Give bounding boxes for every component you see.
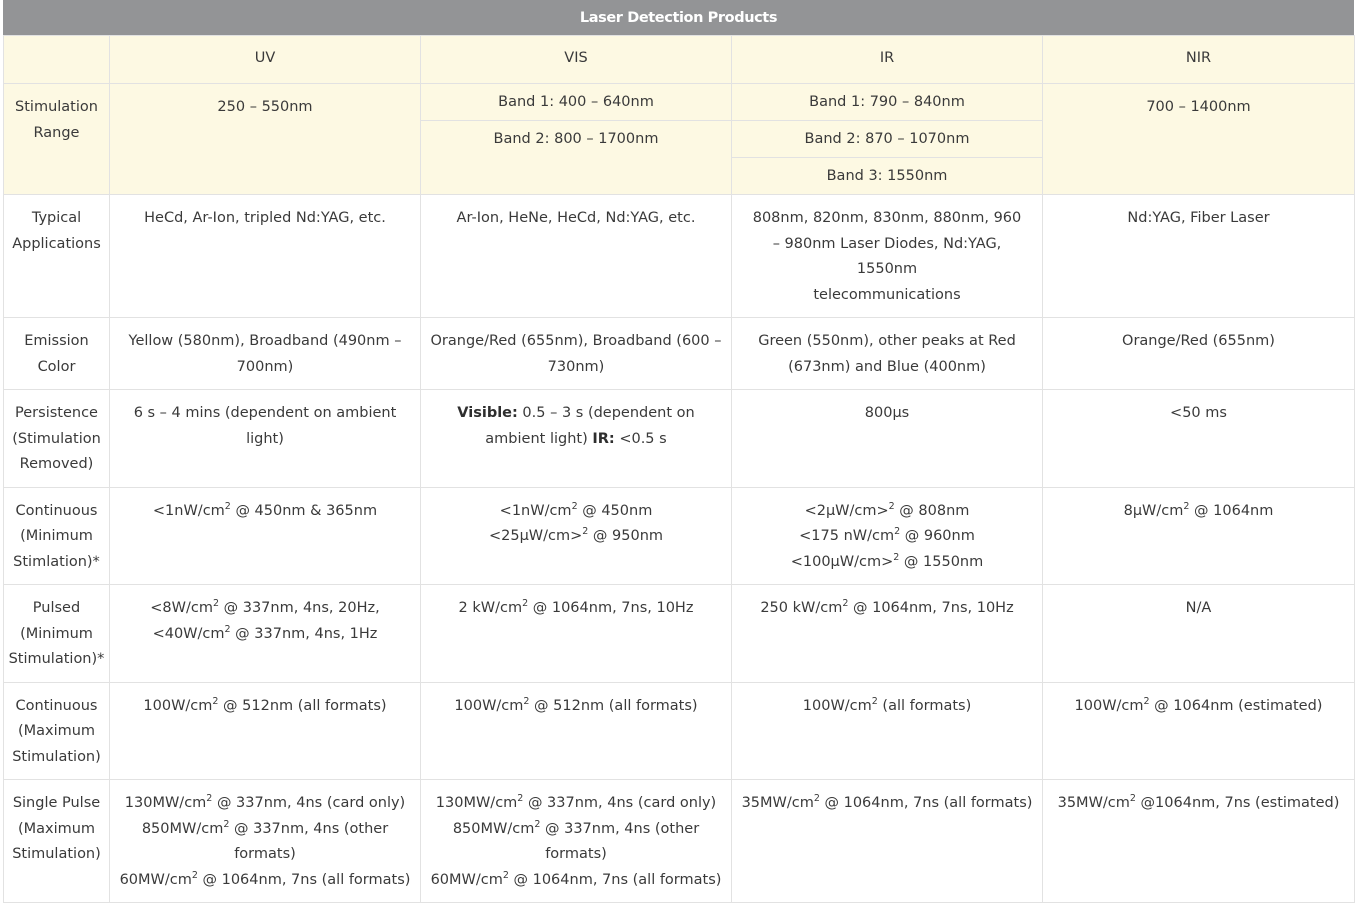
row-label: Emission Color [4,318,110,390]
row-label: Continuous (Maximum Stimulation) [4,682,110,780]
cell-ir: 800µs [732,390,1043,488]
cell-nir: Nd:YAG, Fiber Laser [1043,195,1355,318]
value-line: 2 $kW/cm^2$ @ 1064nm, 7ns, 10Hz [458,598,694,616]
cell-nir [1043,780,1355,903]
cell-uv [110,487,421,585]
ir-applications-text: 808nm, 820nm, 830nm, 880nm, 960 – 980nm Laser Diodes, Nd:YAG, 1550nm [752,210,1022,277]
value-line: $100W/cm^2$ @ 512nm (all formats) [454,695,698,714]
ir-band-1: Band 1: 790 – 840nm [732,84,1042,121]
value-line: <25µW/cm>$^2$ @ 950nm [488,526,664,544]
ir-label: IR: [592,430,615,447]
cell-ir [732,585,1043,683]
cell-vis [421,390,732,488]
value-line: $<40W/cm^2$ @ 337nm, 4ns, 1Hz [152,623,378,642]
value-line: $100W/cm^2$ (all formats) [802,695,972,714]
cell-ir [732,487,1043,585]
cell-vis [421,780,732,903]
cell-vis [421,84,732,195]
value-line: <175 $nW/cm^2$ @ 960nm [799,526,975,544]
typical-applications-row [4,195,1355,318]
ir-band-2: Band 2: 870 – 1070nm [732,121,1042,158]
value-line: $60MW/cm^2$ @ 1064nm, 7ns (all formats) [119,869,411,888]
value-line: $35MW/cm^2$ @ 1064nm, 7ns (all formats) [741,793,1033,811]
continuous-min-row [4,487,1355,585]
header-nir: NIR [1043,36,1355,84]
laser-detection-table-container [3,0,1354,903]
row-label: Single Pulse (Maximum Stimulation) [4,780,110,903]
emission-color-row [4,318,1355,390]
cell-vis [421,487,732,585]
cell-vis [421,585,732,683]
value-line: $850MW/cm^2$ @ 337nm, 4ns (other formats) [141,818,389,862]
value-line: $<1nW/cm^2$ @ 450nm & 365nm [152,500,378,519]
cell-uv [110,585,421,683]
ir-text: <0.5 s [614,430,667,447]
cell-nir [1043,682,1355,780]
ir-band-3: Band 3: 1550nm [826,168,948,184]
cell-nir [1043,487,1355,585]
cell-ir [732,682,1043,780]
value-line: $8\mu W/cm^2$ @ 1064nm [1123,500,1274,519]
value-line: $130MW/cm^2$ @ 337nm, 4ns (card only) [124,793,406,811]
pulsed-min-row [4,585,1355,683]
cell-uv: 6 s – 4 mins (dependent on ambient light) [110,390,421,488]
continuous-max-row [4,682,1355,780]
vis-band-1: Band 1: 400 – 640nm [421,84,731,121]
value-line: $60MW/cm^2$ @ 1064nm, 7ns (all formats) [430,869,722,888]
single-pulse-max-row [4,780,1355,903]
cell-uv [110,682,421,780]
cell-ir [732,84,1043,195]
value-line: 250 $kW/cm^2$ @ 1064nm, 7ns, 10Hz [760,598,1014,616]
row-label: Pulsed (Minimum Stimulation)* [4,585,110,683]
cell-uv [110,780,421,903]
cell-uv: HeCd, Ar-Ion, tripled Nd:YAG, etc. [110,195,421,318]
value-line: $<1nW/cm^2$ @ 450nm [499,500,653,519]
value-line: $850MW/cm^2$ @ 337nm, 4ns (other formats) [452,818,700,862]
value-line: $<8W/cm^2$ @ 337nm, 4ns, 20Hz, [150,598,380,616]
value-line: $130MW/cm^2$ @ 337nm, 4ns (card only) [435,793,717,811]
cell-nir: N/A [1043,585,1355,683]
vis-band-2: Band 2: 800 – 1700nm [493,131,659,147]
header-vis: VIS [421,36,732,84]
header-uv: UV [110,36,421,84]
cell-nir: Orange/Red (655nm) [1043,318,1355,390]
visible-label: Visible: [457,405,518,421]
header-empty [4,36,110,84]
cell-ir [732,780,1043,903]
value-line: $100W/cm^2$ @ 512nm (all formats) [143,695,387,714]
header-ir: IR [732,36,1043,84]
header-row [4,36,1355,84]
cell-vis: Ar-Ion, HeNe, HeCd, Nd:YAG, etc. [421,195,732,318]
value-line: $100W/cm^2$ @ 1064nm (estimated) [1074,695,1323,714]
cell-ir [732,195,1043,318]
row-label: Typical Applications [4,195,110,318]
row-label: Continuous (Minimum Stimlation)* [4,487,110,585]
cell-nir: <50 ms [1043,390,1355,488]
cell-vis [421,682,732,780]
cell-vis: Orange/Red (655nm), Broadband (600 – 730nm) [421,318,732,390]
value-line: $35MW/cm^2$ @1064nm, 7ns (estimated) [1057,793,1340,811]
specs-table [3,35,1355,903]
stimulation-range-row [4,84,1355,195]
row-label: Stimulation Range [4,84,110,195]
row-label: Persistence (Stimulation Removed) [4,390,110,488]
table-title: Laser Detection Products [3,0,1354,35]
cell-nir: 700 – 1400nm [1043,84,1355,195]
ir-applications-text-2: telecommunications [813,286,961,303]
cell-uv: 250 – 550nm [110,84,421,195]
cell-uv: Yellow (580nm), Broadband (490nm – 700nm) [110,318,421,390]
value-line: <100µW/cm>$^2$ @ 1550nm [790,551,984,570]
cell-ir: Green (550nm), other peaks at Red (673nm) and Blue (400nm) [732,318,1043,390]
visible-text: 0.5 – 3 s (dependent on ambient light) [485,405,695,447]
value-line: <2µW/cm>$^2$ @ 808nm [804,500,970,519]
persistence-row [4,390,1355,488]
